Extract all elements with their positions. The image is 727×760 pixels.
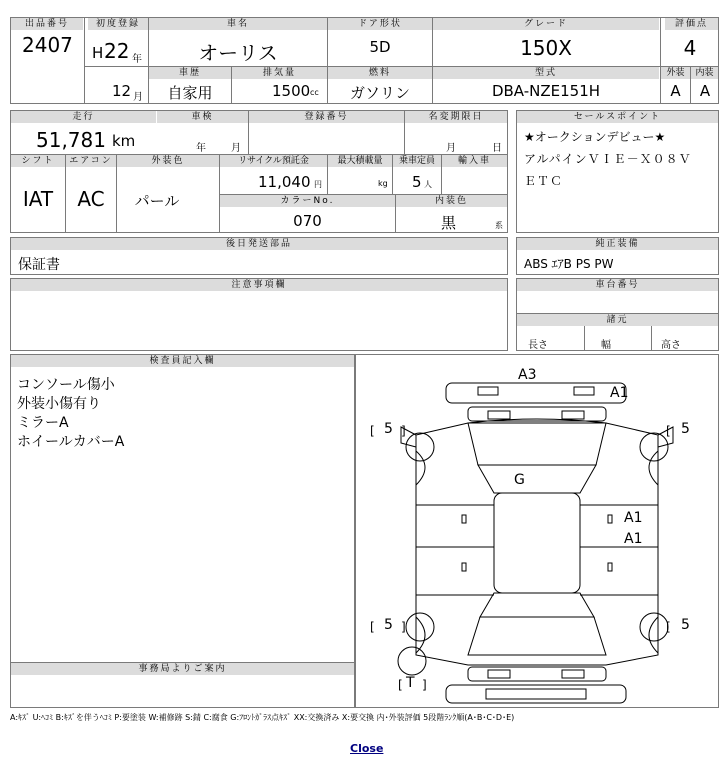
svg-text:]: ] — [422, 678, 427, 692]
later-parts-label: 後日発送部品 — [11, 238, 507, 250]
name-change-day-unit: 日 — [492, 143, 502, 154]
max-load-unit: kg — [378, 179, 388, 188]
dimension-width-label: 幅 — [601, 340, 611, 351]
history-label: 車歴 — [149, 67, 231, 79]
capacity-unit: 人 — [424, 180, 432, 189]
car-diagram-box — [355, 354, 719, 708]
inspector-line-3: ミラーA — [17, 415, 69, 431]
svg-text:[: [ — [398, 678, 403, 692]
name-change-label: 名変期限日 — [405, 111, 507, 123]
recycle-yen-unit: 円 — [314, 180, 322, 189]
displacement-label: 排気量 — [232, 67, 327, 79]
capacity: 5 — [412, 173, 422, 191]
sales-point-1: ★オークションデビュー★ — [524, 130, 666, 144]
mileage: 51,781 — [36, 128, 106, 152]
recycle-fee: 11,040 — [258, 173, 311, 191]
chassis-no-label: 車台番号 — [517, 279, 718, 291]
ext-label: 外装 — [661, 67, 690, 79]
model-label: 型式 — [433, 67, 659, 79]
interior-color-label: 内装色 — [396, 195, 507, 207]
svg-text:]: ] — [401, 424, 406, 438]
car-name: オーリス — [198, 41, 278, 65]
recycle-label: リサイクル預託金 — [220, 155, 327, 167]
max-load-label: 最大積載量 — [328, 155, 392, 167]
grade: 150X — [520, 36, 572, 60]
door-label: ドア形状 — [328, 18, 432, 30]
inspector-line-2: 外装小傷有り — [17, 396, 101, 412]
svg-text:[: [ — [370, 424, 375, 438]
notes-label: 注意事項欄 — [11, 279, 507, 291]
tire-rear-right: 5 — [681, 617, 690, 633]
close-link[interactable]: Close — [350, 742, 384, 755]
first-reg-era: H — [92, 44, 104, 62]
mileage-unit: km — [112, 132, 136, 150]
inspection-label: 車検 — [157, 111, 248, 123]
grade-label: グレード — [433, 18, 659, 30]
lot-no: 2407 — [22, 33, 73, 57]
damage-front-bumper: A3 — [518, 367, 537, 383]
inspection-month-unit: 月 — [231, 143, 241, 154]
legend: A:ｷｽﾞ U:ﾍｺﾐ B:ｷｽﾞを伴うﾍｺﾐ P:要塗装 W:補修跡 S:錆 C:腐食 G:ﾌﾛﾝﾄｶﾞﾗｽ点ｷｽﾞ XX:交換済み X:要交換 内･外装評価 5段階ﾗﾝｸ順(A･B･C･D･E) — [10, 713, 515, 722]
dimension-length-label: 長さ — [528, 340, 548, 351]
name-change-month-unit: 月 — [446, 143, 456, 154]
capacity-label: 乗車定員 — [393, 155, 441, 167]
tire-front-right: 5 — [681, 421, 690, 437]
car-diagram — [356, 355, 718, 707]
ac: AC — [77, 187, 105, 211]
office-info-label: 事務局よりご案内 — [11, 663, 354, 675]
int-label: 内装 — [691, 67, 718, 79]
score-label: 評価点 — [665, 18, 718, 30]
inspector-label: 検査員記入欄 — [11, 355, 354, 367]
ext-grade: A — [670, 82, 681, 100]
svg-text:]: ] — [401, 620, 406, 634]
inspection-year-unit: 年 — [196, 143, 206, 154]
first-reg-month-unit: 月 — [133, 92, 143, 103]
ac-label: エアコン — [66, 155, 116, 167]
svg-text:[: [ — [370, 620, 375, 634]
lot-no-label: 出品番号 — [11, 18, 83, 30]
interior-color-suffix: 系 — [495, 221, 503, 230]
color-no-label: カラーNo. — [220, 195, 395, 207]
shift-label: シフト — [11, 155, 65, 167]
genuine-equipment-label: 純正装備 — [517, 238, 718, 250]
fuel-label: 燃料 — [328, 67, 432, 79]
first-reg-year-unit: 年 — [132, 54, 142, 65]
fuel: ガソリン — [349, 84, 410, 102]
sales-point-2: アルパインＶＩＥ－Ｘ０８Ｖ — [524, 152, 692, 166]
model-code: DBA-NZE151H — [491, 82, 601, 100]
first-reg-month: 12 — [112, 82, 132, 100]
int-grade: A — [699, 82, 711, 100]
inspector-line-1: コンソール傷小 — [17, 377, 115, 393]
inspector-line-4: ホイールカバーA — [17, 434, 125, 450]
history: 自家用 — [167, 84, 213, 102]
sales-points-label: セールスポイント — [517, 111, 718, 123]
car-name-label: 車名 — [149, 18, 327, 30]
svg-text:[: [ — [666, 424, 671, 438]
first-reg-label: 初度登録 — [88, 18, 148, 30]
first-reg-year: 22 — [104, 39, 130, 63]
mileage-label: 走行 — [11, 111, 156, 123]
damage-right-front-door: A1 — [624, 510, 643, 526]
genuine-equipment-value: ABS ｴｱB PS PW — [524, 257, 614, 271]
interior-color: 黒 — [441, 214, 457, 232]
door-type: 5D — [369, 38, 391, 56]
color: パール — [134, 192, 180, 210]
color-label: 外装色 — [117, 155, 219, 167]
dimensions-label: 諸元 — [517, 314, 718, 326]
spare-tire-mark: T — [406, 675, 415, 691]
svg-text:[: [ — [666, 620, 671, 634]
damage-right-rear-door: A1 — [624, 531, 643, 547]
damage-front-right: A1 — [610, 385, 629, 401]
shift: IAT — [22, 187, 54, 211]
displacement: 1500 — [272, 82, 311, 100]
tire-rear-left: 5 — [384, 617, 393, 633]
dimension-height-label: 高さ — [661, 340, 681, 351]
import-label: 輸入車 — [442, 155, 507, 167]
damage-windshield: G — [514, 472, 525, 488]
displacement-unit: cc — [310, 88, 319, 97]
later-parts-value: 保証書 — [18, 257, 60, 273]
reg-no-label: 登録番号 — [249, 111, 404, 123]
sales-point-3: ＥＴＣ — [524, 174, 564, 188]
color-no: 070 — [293, 212, 322, 230]
score: 4 — [683, 36, 697, 60]
tire-front-left: 5 — [384, 421, 393, 437]
